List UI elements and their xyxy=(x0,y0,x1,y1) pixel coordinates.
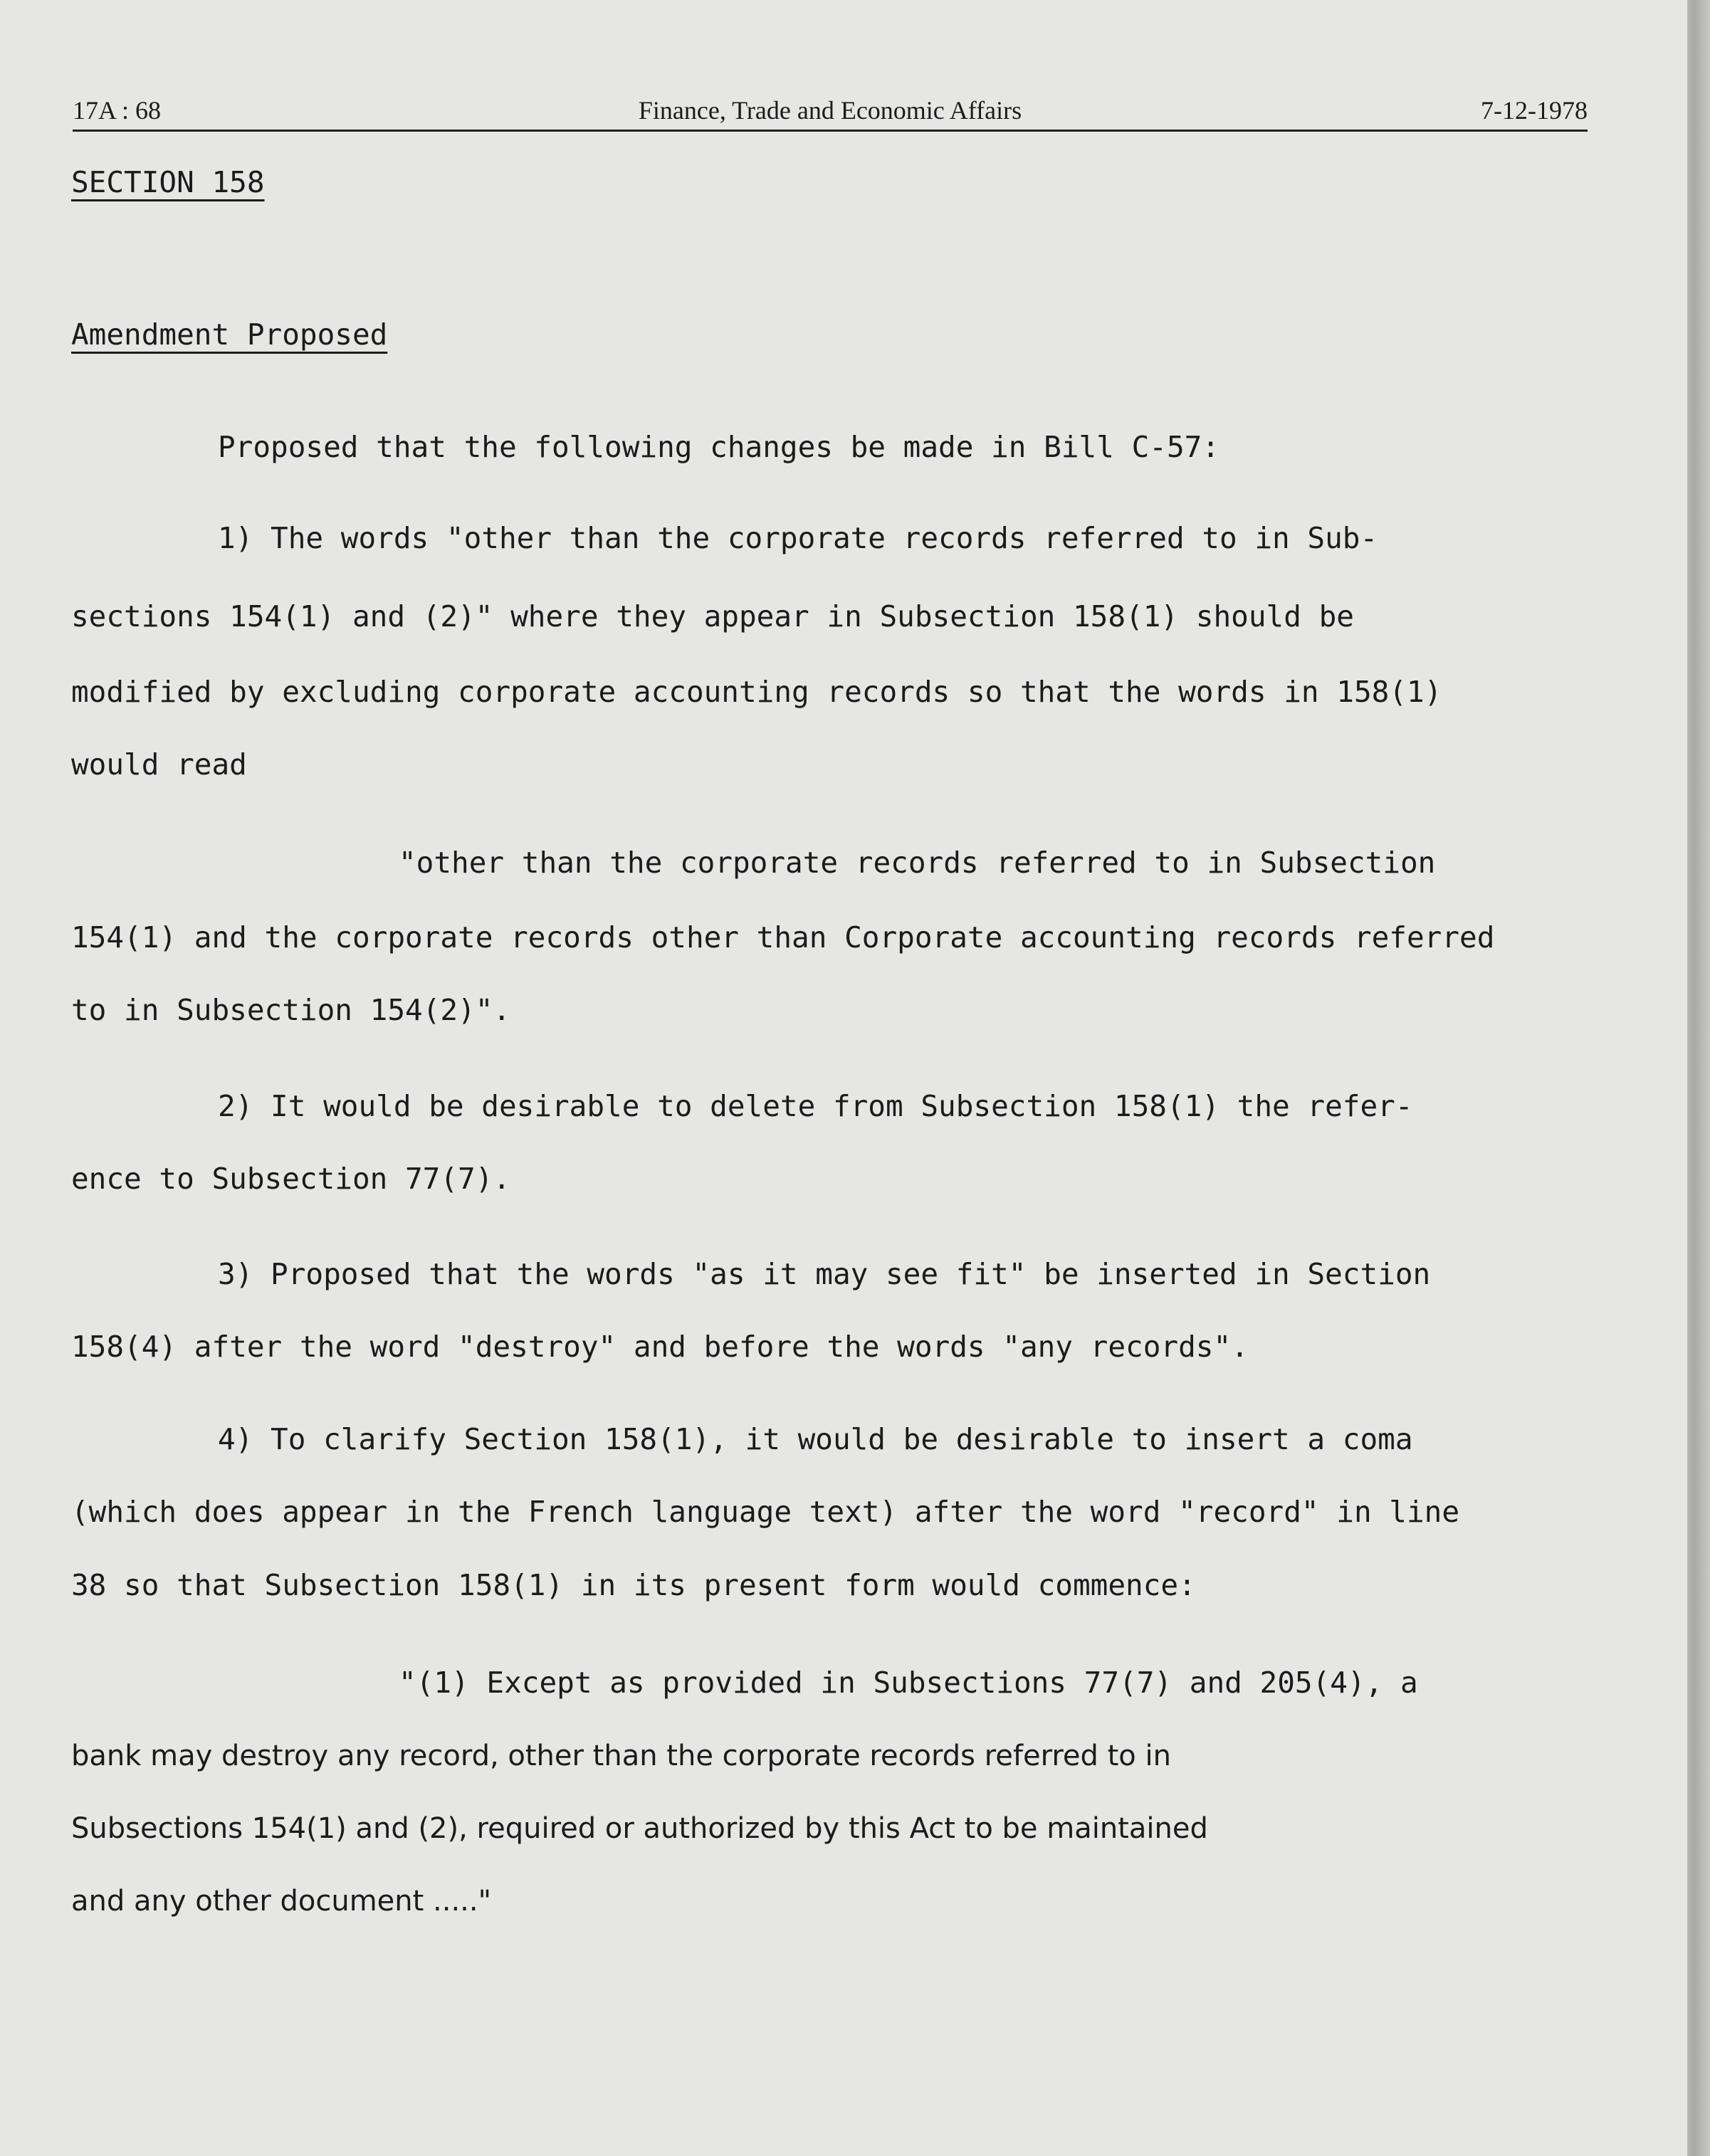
item-1-line: 1) The words "other than the corporate records referred to in Sub- xyxy=(218,521,1378,555)
item-1-line: sections 154(1) and (2)" where they appear in Subsection 158(1) should be xyxy=(71,599,1354,633)
header-date: 7-12-1978 xyxy=(1481,96,1588,125)
quoted-section-line: Subsections 154(1) and (2), required or authorized by this Act to be maintained xyxy=(71,1812,1208,1845)
item-1-line: would read xyxy=(71,747,247,782)
item-3-line: 158(4) after the word "destroy" and before the words "any records". xyxy=(71,1330,1249,1364)
item-4-line: (which does appear in the French language text) after the word "record" in line xyxy=(71,1495,1460,1529)
quoted-text-line: 154(1) and the corporate records other than Corporate accounting records referred xyxy=(71,920,1495,955)
intro-line: Proposed that the following changes be made in Bill C-57: xyxy=(218,430,1219,464)
page-edge-shadow xyxy=(1687,0,1710,2156)
item-1-line: modified by excluding corporate accounting records so that the words in 158(1) xyxy=(71,675,1442,709)
header-title: Finance, Trade and Economic Affairs xyxy=(638,96,1022,125)
item-3-line: 3) Proposed that the words "as it may see fit" be inserted in Section xyxy=(218,1257,1431,1291)
item-4-line: 4) To clarify Section 158(1), it would be desirable to insert a coma xyxy=(218,1422,1413,1456)
running-header xyxy=(73,88,1588,132)
quoted-section-line: bank may destroy any record, other than the corporate records referred to in xyxy=(71,1740,1171,1772)
item-2-line: 2) It would be desirable to delete from Subsection 158(1) the refer- xyxy=(218,1089,1413,1123)
quoted-text-line: to in Subsection 154(2)". xyxy=(71,993,511,1027)
item-2-line: ence to Subsection 77(7). xyxy=(71,1162,511,1196)
quoted-section-line: "(1) Except as provided in Subsections 77(7) and 205(4), a xyxy=(399,1666,1418,1700)
item-4-line: 38 so that Subsection 158(1) in its present form would commence: xyxy=(71,1568,1196,1602)
page-reference: 17A : 68 xyxy=(73,96,162,125)
quoted-section-line: and any other document ....." xyxy=(71,1885,491,1918)
amendment-subheading: Amendment Proposed xyxy=(71,317,388,352)
section-title: SECTION 158 xyxy=(71,165,265,199)
quoted-text-line: "other than the corporate records referred to in Subsection xyxy=(399,846,1436,880)
